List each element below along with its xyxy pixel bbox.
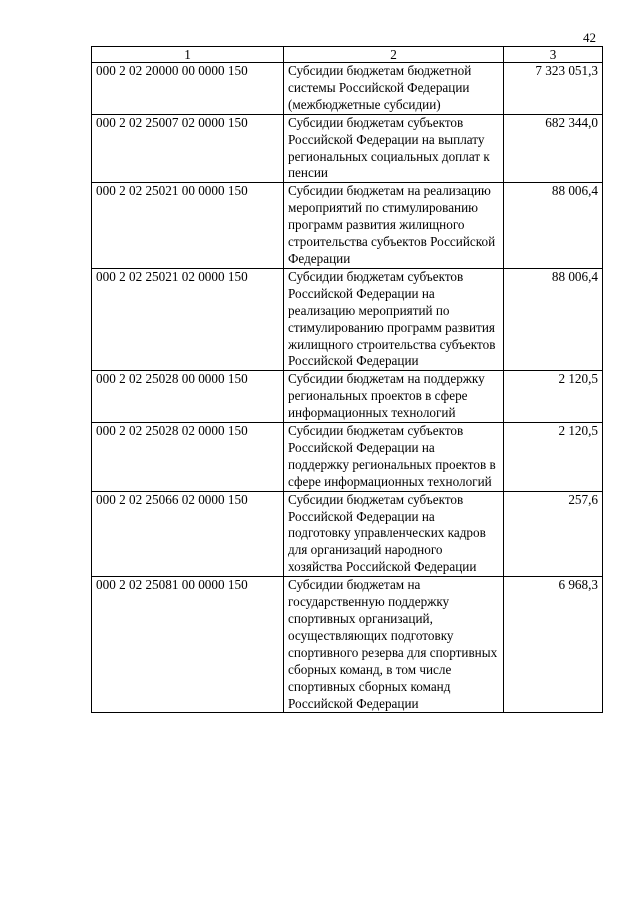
table-row: [92, 268, 603, 370]
subsidy-name-cell: Субсидии бюджетам субъектов Российской Федерации на реализацию мероприятий по стимулированию программ развития жилищного строительства субъектов Российской Федерации: [284, 268, 504, 370]
column-header-2: 2: [284, 47, 504, 63]
amount-cell: 88 006,4: [504, 183, 603, 269]
table-body: [92, 63, 603, 713]
page-number: 42: [583, 30, 596, 45]
subsidy-name-cell: Субсидии бюджетам субъектов Российской Федерации на подготовку управленческих кадров для организаций народного хозяйства Российской Федерации: [284, 491, 504, 577]
budget-code-cell: 000 2 02 25007 02 0000 150: [92, 114, 284, 183]
table-row: [92, 63, 603, 115]
table-row: [92, 371, 603, 423]
table-row: [92, 114, 603, 183]
budget-code-cell: 000 2 02 25021 02 0000 150: [92, 268, 284, 370]
budget-code-cell: 000 2 02 25066 02 0000 150: [92, 491, 284, 577]
budget-code-cell: 000 2 02 25028 02 0000 150: [92, 423, 284, 492]
budget-table: [91, 46, 603, 713]
budget-code-cell: 000 2 02 25021 00 0000 150: [92, 183, 284, 269]
amount-cell: 682 344,0: [504, 114, 603, 183]
amount-cell: 88 006,4: [504, 268, 603, 370]
subsidy-name-cell: Субсидии бюджетам на реализацию мероприятий по стимулированию программ развития жилищного строительства субъектов Российской Федерации: [284, 183, 504, 269]
column-header-1: 1: [92, 47, 284, 63]
table-row: [92, 577, 603, 713]
table-row: [92, 491, 603, 577]
table-header: [92, 47, 603, 63]
amount-cell: 7 323 051,3: [504, 63, 603, 115]
subsidy-name-cell: Субсидии бюджетам на поддержку региональных проектов в сфере информационных технологий: [284, 371, 504, 423]
table-row: [92, 423, 603, 492]
table-row: [92, 183, 603, 269]
budget-code-cell: 000 2 02 20000 00 0000 150: [92, 63, 284, 115]
amount-cell: 2 120,5: [504, 423, 603, 492]
column-header-3: 3: [504, 47, 603, 63]
amount-cell: 257,6: [504, 491, 603, 577]
header-row: [92, 47, 603, 63]
subsidy-name-cell: Субсидии бюджетам на государственную поддержку спортивных организаций, осуществляющих подготовку спортивного резерва для спортивных сборных команд, в том числе спортивных сборных команд Российской Федерации: [284, 577, 504, 713]
amount-cell: 2 120,5: [504, 371, 603, 423]
subsidy-name-cell: Субсидии бюджетам субъектов Российской Федерации на выплату региональных социальных доплат к пенсии: [284, 114, 504, 183]
budget-code-cell: 000 2 02 25081 00 0000 150: [92, 577, 284, 713]
budget-code-cell: 000 2 02 25028 00 0000 150: [92, 371, 284, 423]
subsidy-name-cell: Субсидии бюджетам бюджетной системы Российской Федерации (межбюджетные субсидии): [284, 63, 504, 115]
amount-cell: 6 968,3: [504, 577, 603, 713]
subsidy-name-cell: Субсидии бюджетам субъектов Российской Федерации на поддержку региональных проектов в сфере информационных технологий: [284, 423, 504, 492]
